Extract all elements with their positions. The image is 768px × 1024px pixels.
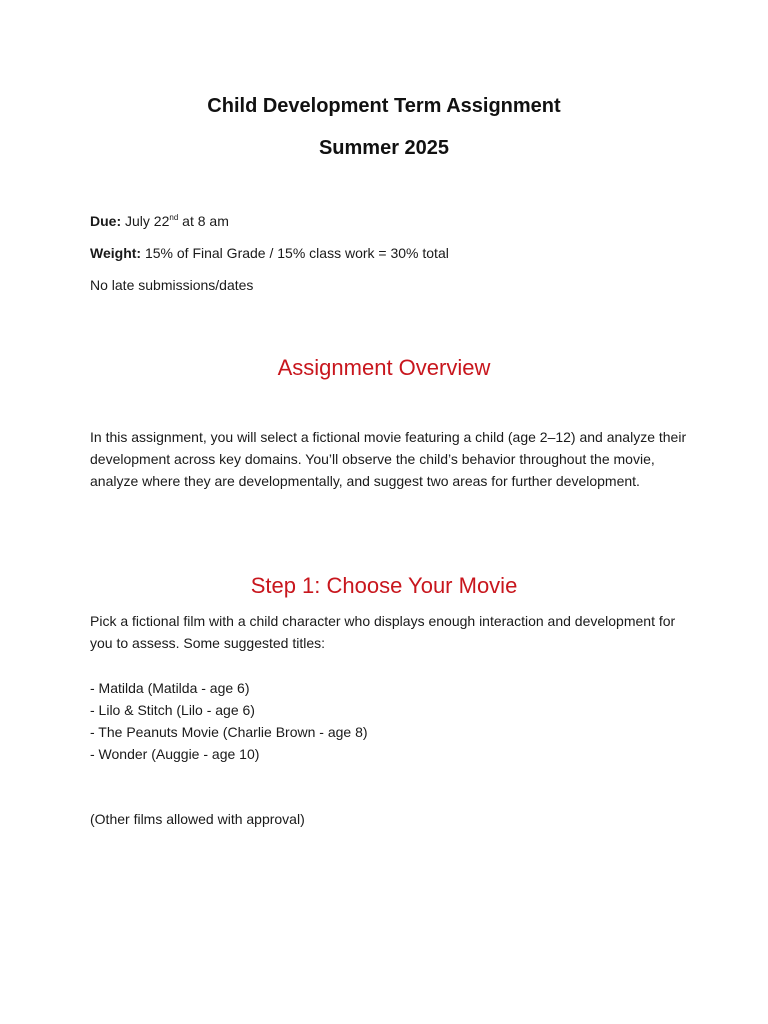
overview-body: In this assignment, you will select a fictional movie featuring a child (age 2–12) and analyze their development across key domains. You’ll observe the child’s behavior throughout the movie, analyze where they are developmentally, and suggest two areas for further development. — [90, 429, 687, 489]
weight-line — [90, 244, 449, 262]
list-item: - Lilo & Stitch (Lilo - age 6) — [90, 702, 255, 718]
due-date: July 22 — [125, 213, 170, 229]
step1-body: Pick a fictional film with a child character who displays enough interaction and development for you to assess. Some suggested titles: — [90, 613, 676, 651]
weight-label: Weight: — [90, 245, 142, 261]
document-subtitle: Summer 2025 — [318, 137, 450, 159]
due-date-suffix: nd — [169, 213, 179, 222]
overview-heading: Assignment Overview — [277, 355, 491, 380]
list-item: - The Peanuts Movie (Charlie Brown - age 8) — [90, 724, 368, 740]
due-time: at 8 am — [182, 213, 229, 229]
list-item: - Matilda (Matilda - age 6) — [90, 680, 250, 696]
step1-heading: Step 1: Choose Your Movie — [250, 573, 518, 598]
due-line — [90, 212, 229, 230]
approval-note: (Other films allowed with approval) — [90, 811, 305, 827]
late-policy: No late submissions/dates — [90, 277, 254, 293]
list-item: - Wonder (Auggie - age 10) — [90, 746, 260, 762]
weight-value: 15% of Final Grade / 15% class work = 30% total — [144, 245, 449, 261]
due-label: Due: — [90, 213, 122, 229]
movie-list — [90, 677, 368, 765]
document-title: Child Development Term Assignment — [207, 95, 561, 117]
